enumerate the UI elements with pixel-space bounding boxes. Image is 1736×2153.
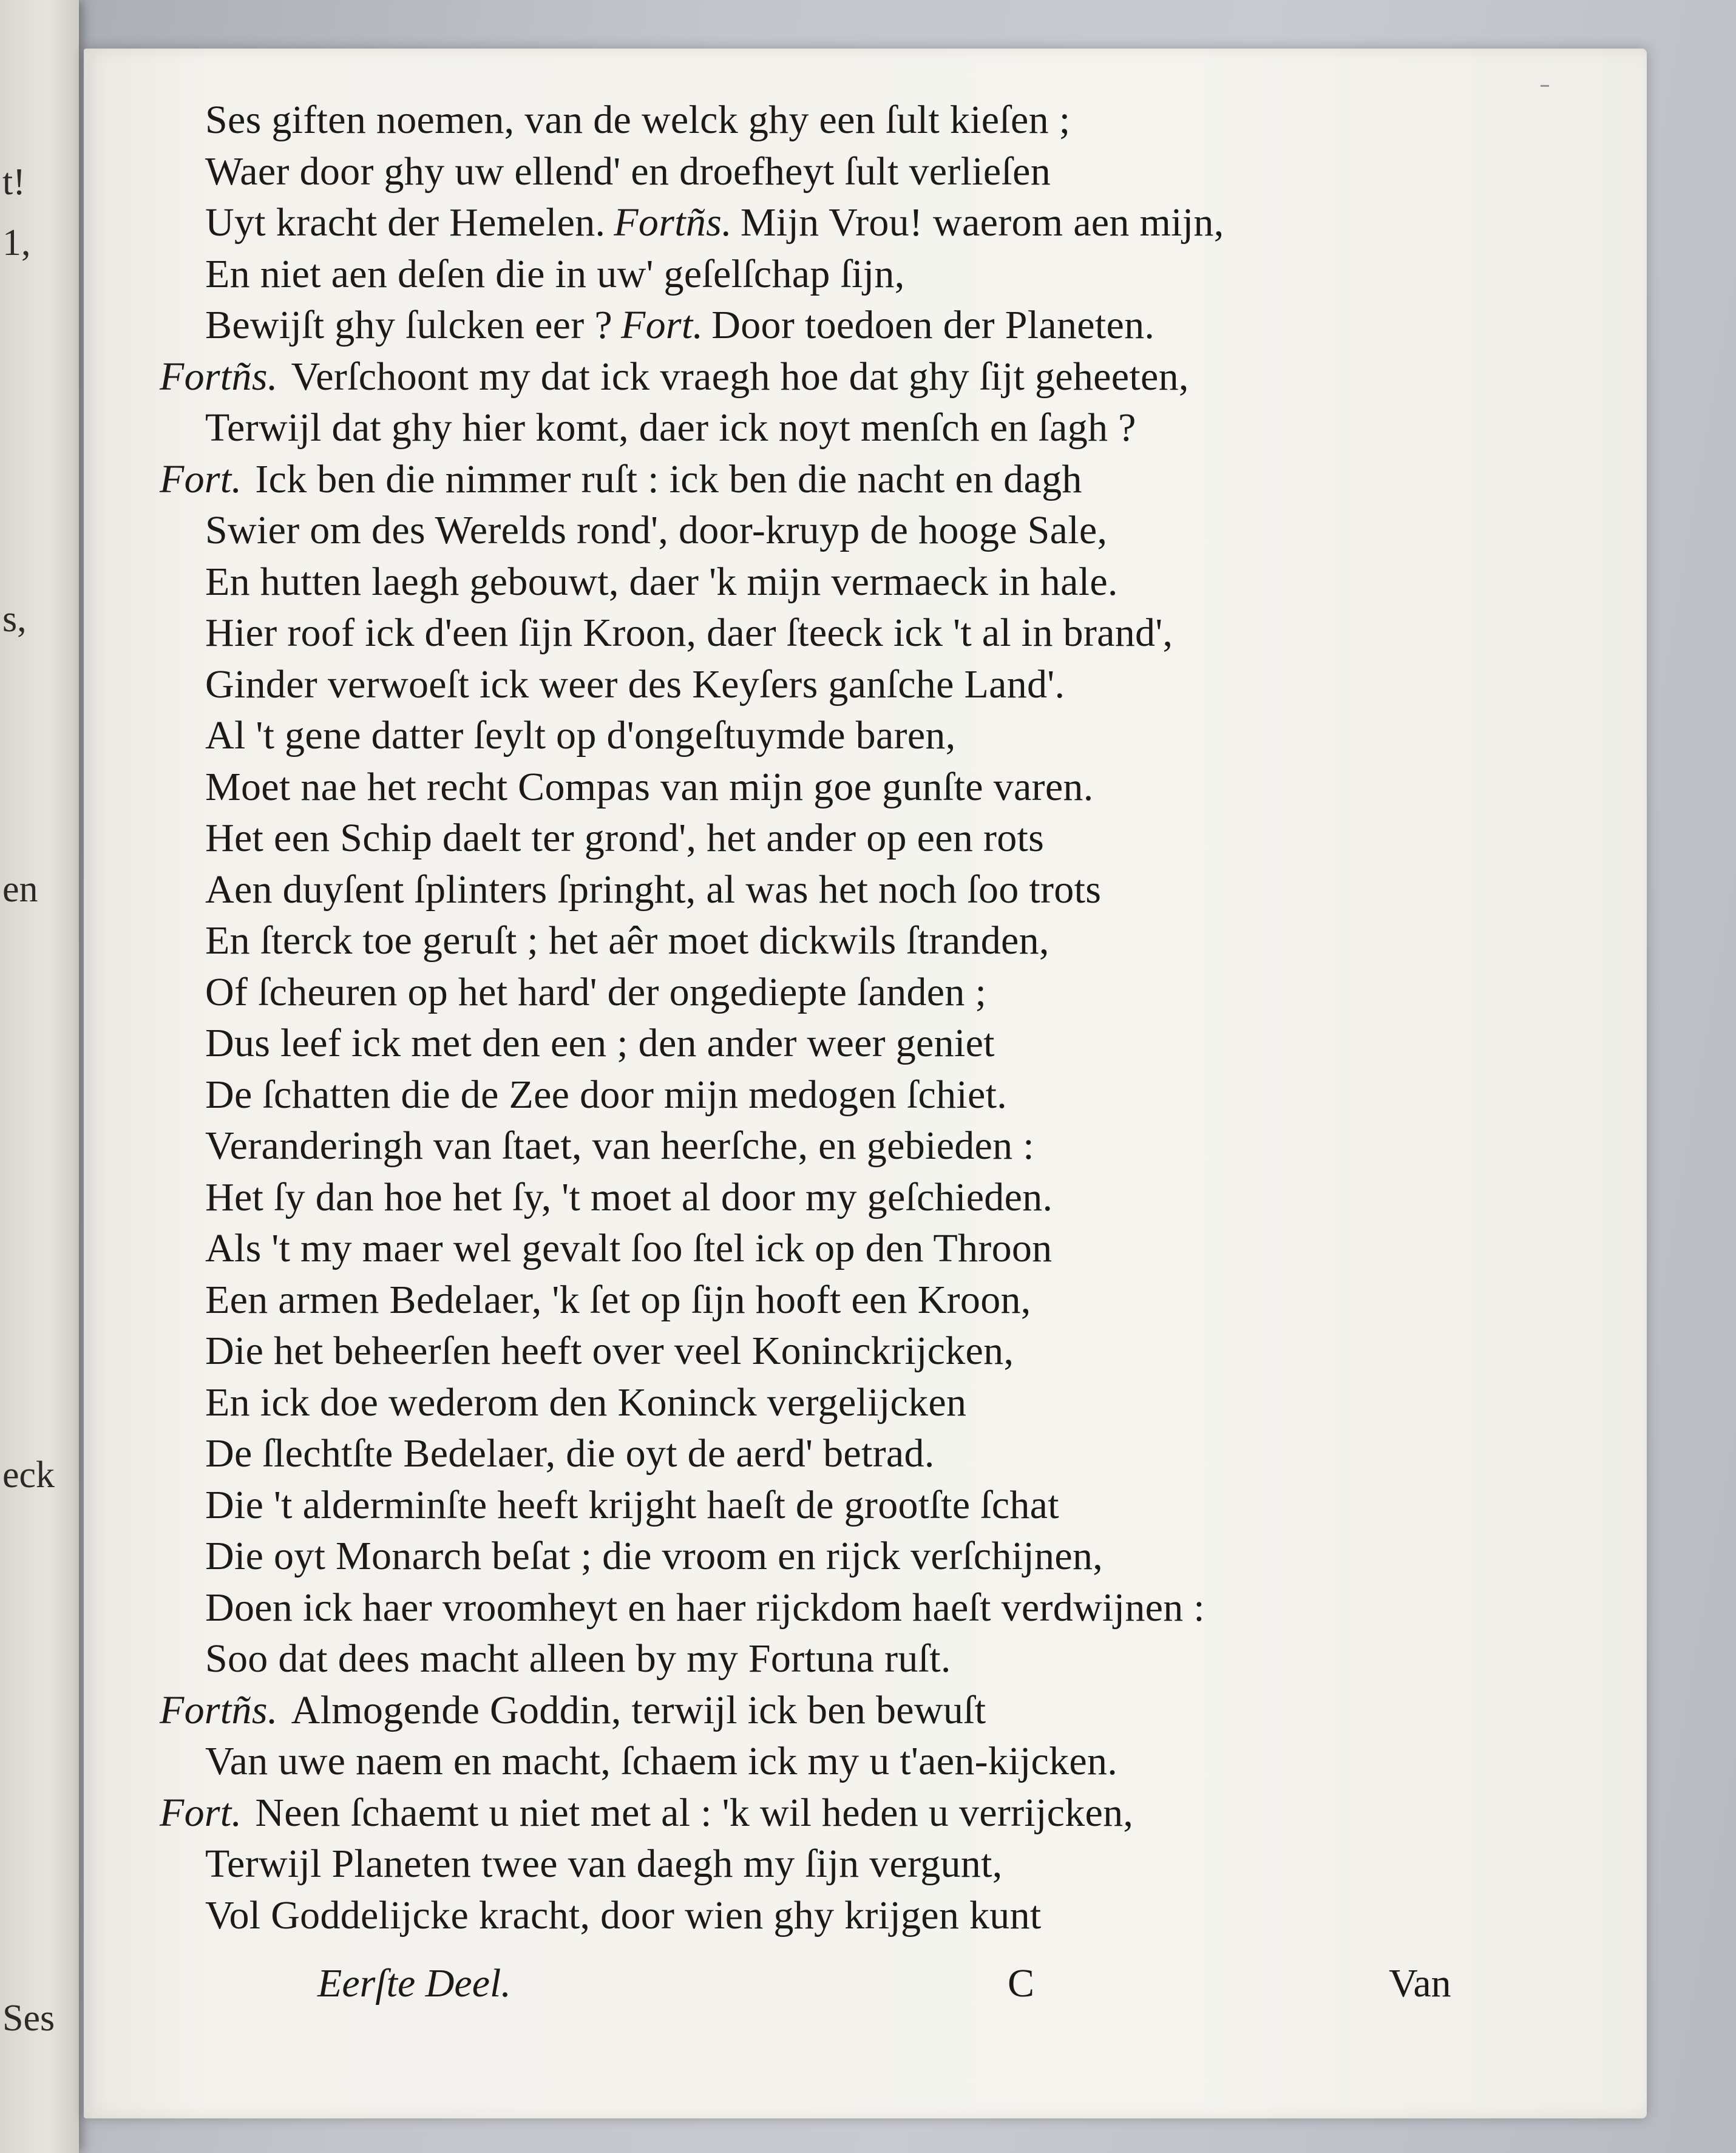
speaker-label: Fort.	[620, 303, 704, 347]
verse-line	[205, 713, 956, 759]
verse-line	[205, 559, 1118, 605]
verse-line	[205, 1482, 1059, 1528]
verse-text: Al 't gene datter ſeylt op d'ongeſtuymde baren,	[205, 713, 956, 758]
verse-line	[205, 1841, 1003, 1887]
verse-line	[205, 610, 1173, 656]
verse-line	[205, 918, 1049, 964]
verse-text: Bewijſt ghy ſulcken eer ?	[205, 303, 612, 347]
speaker-label: Fort.	[160, 1790, 242, 1835]
verse-line	[205, 1175, 1053, 1221]
verse-text: Neen ſchaemt u niet met al : 'k wil heden u verrijcken,	[255, 1790, 1134, 1835]
verse-text: Terwijl dat ghy hier komt, daer ick noyt menſch en ſagh ?	[205, 405, 1136, 450]
left-page-fragment: 1,	[2, 222, 31, 263]
left-page-fragment: eck	[2, 1454, 55, 1496]
verse-text: Ick ben die nimmer ruſt : ick ben die nacht en dagh	[255, 456, 1082, 501]
verse-text: Hier roof ick d'een ſijn Kroon, daer ſteeck ick 't al in brand',	[205, 611, 1173, 655]
gathering-letter: C	[1008, 1961, 1035, 2006]
verse-line	[205, 662, 1065, 708]
speaker-label: Fortñs.	[160, 1687, 278, 1732]
left-facing-page	[0, 0, 79, 2153]
left-page-fragment: en	[2, 869, 38, 910]
verse-line	[205, 1328, 1014, 1374]
verse-line	[205, 507, 1107, 554]
verse-line	[205, 969, 986, 1015]
catchword: Van	[1389, 1961, 1451, 2006]
signature-mark: Eerſte Deel.	[317, 1961, 511, 2006]
verse-line	[205, 251, 905, 297]
verse-text: Het een Schip daelt ter grond', het ander op een rots	[205, 816, 1045, 860]
verse-text: Van uwe naem en macht, ſchaem ick my u t'aen-kijcken.	[205, 1739, 1118, 1783]
verse-text: Die 't alderminſte heeft krijght haeſt de grootſte ſchat	[205, 1482, 1059, 1527]
verse-line	[205, 149, 1051, 195]
verse-text: Moet nae het recht Compas van mijn goe gunſte varen.	[205, 764, 1094, 809]
verse-text: En hutten laegh gebouwt, daer 'k mijn vermaeck in hale.	[205, 559, 1118, 604]
verse-line	[205, 405, 1136, 451]
verse-text: Soo dat dees macht alleen by my Fortuna ruſt.	[205, 1636, 951, 1681]
verse-text: Het ſy dan hoe het ſy, 't moet al door my geſchieden.	[205, 1175, 1053, 1219]
verse-text: De ſchatten die de Zee door mijn medogen ſchiet.	[205, 1072, 1008, 1117]
verse-text: Of ſcheuren op het hard' der ongediepte ſanden ;	[205, 969, 987, 1014]
verse-line	[205, 1380, 966, 1426]
verse-line	[205, 815, 1044, 861]
page-mark	[1541, 85, 1549, 87]
verse-line	[160, 354, 1189, 400]
verse-line	[205, 1226, 1052, 1272]
verse-line	[205, 1893, 1042, 1939]
verse-text: Swier om des Werelds rond', door-kruyp de hooge Sale,	[205, 508, 1108, 552]
verse-line	[205, 1636, 951, 1682]
verse-text: Aen duyſent ſplinters ſpringht, al was het noch ſoo trots	[205, 867, 1102, 912]
verse-text: Waer door ghy uw ellend' en droefheyt ſult verlieſen	[205, 149, 1051, 194]
verse-line	[160, 1790, 1133, 1836]
verse-line	[205, 1738, 1117, 1785]
verse-text: Een armen Bedelaer, 'k ſet op ſijn hooft een Kroon,	[205, 1277, 1031, 1322]
verse-text: Verſchoont my dat ick vraegh hoe dat ghy ſijt geheeten,	[291, 354, 1189, 399]
verse-line	[205, 1585, 1205, 1631]
left-page-fragment: t!	[2, 161, 25, 203]
verse-line	[205, 302, 1155, 348]
verse-text: Doen ick haer vroomheyt en haer rijckdom haeſt verdwijnen :	[205, 1585, 1205, 1630]
verse-text: Ginder verwoeſt ick weer des Keyſers ganſche Land'.	[205, 662, 1065, 707]
left-page-fragment: Ses	[2, 1998, 55, 2039]
verse-text: De ſlechtſte Bedelaer, die oyt de aerd' betrad.	[205, 1431, 935, 1476]
verse-text: Die het beheerſen heeft over veel Koninckrijcken,	[205, 1329, 1014, 1373]
verse-line	[205, 764, 1094, 810]
verse-text: Als 't my maer wel gevalt ſoo ſtel ick op den Throon	[205, 1226, 1053, 1270]
verse-text: Veranderingh van ſtaet, van heerſche, en gebieden :	[205, 1124, 1034, 1168]
verse-line	[160, 456, 1082, 503]
verse-text: Die oyt Monarch beſat ; die vroom en rijck verſchijnen,	[205, 1534, 1104, 1578]
verse-text: Ses giften noemen, van de welck ghy een ſult kieſen ;	[205, 98, 1071, 142]
verse-text: Terwijl Planeten twee van daegh my ſijn vergunt,	[205, 1842, 1003, 1886]
verse-line	[205, 97, 1070, 143]
verse-text: En ſterck toe geruſt ; het aêr moet dickwils ſtranden,	[205, 918, 1049, 963]
verse-line	[205, 1431, 935, 1477]
book-page	[84, 49, 1647, 2118]
verse-text: Dus leef ick met den een ; den ander weer geniet	[205, 1021, 995, 1065]
verse-text: En ick doe wederom den Koninck vergelijcken	[205, 1380, 967, 1425]
verse-line	[205, 1123, 1034, 1169]
speaker-label: Fortñs.	[614, 200, 732, 245]
verse-line	[205, 867, 1101, 913]
speaker-label: Fortñs.	[160, 354, 278, 399]
verse-text: En niet aen deſen die in uw' geſelſchap ſijn,	[205, 251, 905, 296]
verse-text: Almogende Goddin, terwijl ick ben bewuſt	[291, 1687, 986, 1732]
speaker-label: Fort.	[160, 456, 242, 501]
verse-line	[205, 1072, 1007, 1118]
verse-line	[205, 200, 1224, 246]
verse-text: Door toedoen der Planeten.	[711, 303, 1155, 347]
verse-line	[160, 1687, 986, 1734]
verse-text: Uyt kracht der Hemelen.	[205, 200, 606, 245]
verse-text: Vol Goddelijcke kracht, door wien ghy krijgen kunt	[205, 1893, 1042, 1938]
verse-line	[205, 1020, 995, 1066]
left-page-fragment: s,	[2, 598, 27, 640]
verse-line	[205, 1277, 1031, 1323]
verse-line	[205, 1533, 1103, 1579]
verse-text: Mijn Vrou! waerom aen mijn,	[740, 200, 1224, 245]
